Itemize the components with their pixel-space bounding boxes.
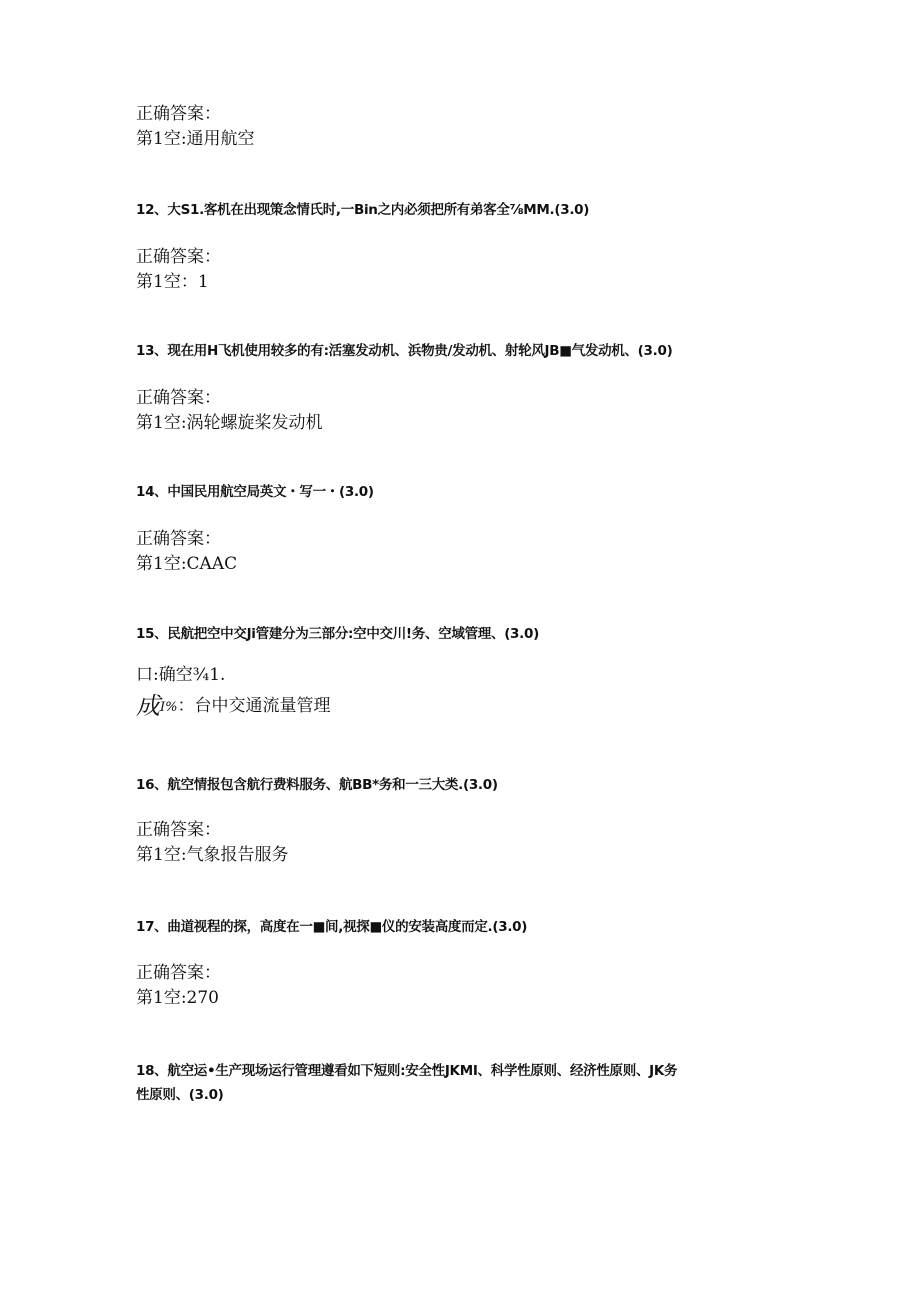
answer-block-15 bbox=[136, 663, 776, 721]
answer-label: 口:确空¾1. bbox=[136, 665, 226, 685]
question-18 bbox=[136, 1059, 756, 1107]
answer-value: 第1空:270 bbox=[136, 988, 219, 1008]
question-17: 17、曲道视程的探，高度在一■间,视探■仪的安装高度而定.(3.0) bbox=[136, 919, 528, 935]
answer-label: 正确答案： bbox=[136, 529, 221, 549]
answer-value: 第1空:通用航空 bbox=[136, 129, 255, 149]
answer-value: 第1空:涡轮螺旋桨发动机 bbox=[136, 413, 323, 433]
answer-value: 第1空：1 bbox=[136, 272, 209, 292]
answer-prefix-small: I% bbox=[160, 700, 178, 715]
question-18-line-1: 18、航空运•生产现场运行管理遵看如下短则:安全性JKMI、科学性原则、经济性原则、JK务 bbox=[136, 1063, 678, 1079]
answer-block-12 bbox=[136, 245, 776, 295]
answer-value: ：台中交通流量管理 bbox=[177, 696, 331, 716]
answer-label: 正确答案： bbox=[136, 963, 221, 983]
answer-block-17 bbox=[136, 961, 776, 1011]
answer-value: 第1空:气象报告服务 bbox=[136, 845, 289, 865]
answer-prefix-big: 成 bbox=[136, 692, 160, 720]
question-12: 12、大S1.客机在出现策念情氏时,一Bin之内必须把所有弟客全⅞MM.(3.0) bbox=[136, 202, 590, 218]
answer-value-line bbox=[136, 691, 776, 721]
answer-label: 正确答案： bbox=[136, 104, 221, 124]
question-18-line-2: 性原则、(3.0) bbox=[136, 1087, 224, 1103]
answer-value: 第1空:CAAC bbox=[136, 554, 238, 574]
answer-label: 正确答案： bbox=[136, 388, 221, 408]
answer-block-16 bbox=[136, 818, 776, 868]
answer-block-13 bbox=[136, 386, 776, 436]
answer-label: 正确答案： bbox=[136, 247, 221, 267]
answer-block-14 bbox=[136, 527, 776, 577]
answer-label: 正确答案： bbox=[136, 820, 221, 840]
question-15: 15、民航把空中交Ji管建分为三部分:空中交川!务、空域管理、(3.0) bbox=[136, 626, 539, 642]
question-13: 13、现在用H飞机使用较多的有:活塞发动机、浜物贵/发动机、射轮风JB■气发动机、(3.0) bbox=[136, 343, 673, 359]
question-16: 16、航空情报包含航行费料服务、航BB*务和一三大类.(3.0) bbox=[136, 777, 498, 793]
answer-block-11 bbox=[136, 102, 776, 152]
question-14: 14、中国民用航空局英文・写一・(3.0) bbox=[136, 484, 374, 500]
